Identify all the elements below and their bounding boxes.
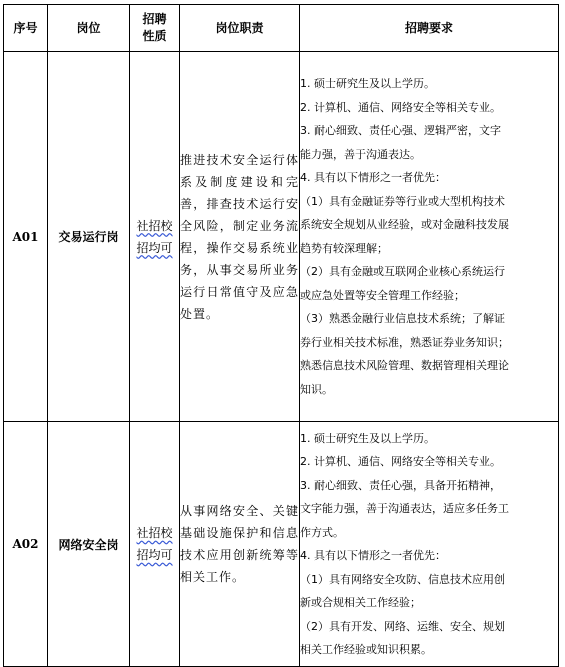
- requirement-line: 趋势有较深理解；: [300, 241, 388, 255]
- header-cell-nature: 招聘 性质: [130, 5, 180, 52]
- header-cell-duty: 岗位职责: [180, 5, 300, 52]
- requirement-line: （2）具有金融或互联网企业核心系统运行: [300, 265, 505, 278]
- requirement-line: （1）具有金融证券等行业或大型机构技术: [300, 194, 505, 208]
- table-row: [4, 422, 559, 667]
- requirement-line: 作方式。: [300, 525, 344, 539]
- requirement-line: 1. 硕士研究生及以上学历。: [300, 77, 435, 90]
- requirement-line: 熟悉信息技术风险管理、数据管理相关理论: [300, 359, 509, 372]
- row-nature: [130, 52, 180, 422]
- requirement-line: （1）具有网络安全攻防、信息技术应用创: [300, 572, 505, 586]
- requirement-line: 4. 具有以下情形之一者优先：: [300, 549, 446, 562]
- requirement-line: 能力强，善于沟通表达。: [300, 147, 421, 161]
- recruitment-table: [3, 4, 559, 667]
- requirement-line: 系统安全规划从业经验，或对金融科技发展: [300, 218, 509, 231]
- requirement-line: 1. 硕士研究生及以上学历。: [300, 431, 435, 445]
- row-requirements: [300, 422, 559, 667]
- requirement-line: 4. 具有以下情形之一者优先：: [300, 171, 446, 184]
- requirement-line: （2）具有开发、网络、运维、安全、规划: [300, 619, 505, 633]
- requirement-line: 2. 计算机、通信、网络安全等相关专业。: [300, 100, 501, 114]
- nature-line: 招均可: [136, 548, 173, 562]
- requirement-line: 相关工作经验或知识积累。: [300, 643, 432, 656]
- row-position: 交易运行岗: [48, 52, 130, 422]
- requirement-line: 2. 计算机、通信、网络安全等相关专业。: [300, 455, 501, 468]
- nature-line: 招均可: [136, 240, 173, 255]
- header-cell-position: 岗位: [48, 5, 130, 52]
- requirement-line: （3）熟悉金融行业信息技术系统；了解证: [300, 312, 505, 325]
- table-row: [4, 52, 559, 422]
- requirement-line: 3. 耐心细致、责任心强，具备开拓精神，: [300, 478, 501, 492]
- row-duty: 推进技术安全运行体系及制度建设和完善，排查技术运行安全风险，制定业务流程，操作交易系统业务，从事交易所业务运行日常值守及应急处置。: [180, 52, 300, 422]
- row-requirements: [300, 52, 559, 422]
- row-position: 网络安全岗: [48, 422, 130, 667]
- requirement-line: 券行业相关技术标准，熟悉证券业务知识；: [300, 335, 509, 349]
- header-row: [4, 5, 559, 52]
- row-duty: 从事网络安全、关键基础设施保护和信息技术应用创新统筹等相关工作。: [180, 422, 300, 667]
- nature-line: 社招校: [136, 218, 173, 233]
- nature-line: 社招校: [136, 526, 173, 540]
- requirement-line: 文字能力强，善于沟通表达，适应多任务工: [300, 502, 509, 515]
- header-cell-code: 序号: [4, 5, 48, 52]
- requirement-line: 新或合规相关工作经验；: [300, 596, 421, 609]
- row-code: A02: [4, 422, 48, 667]
- requirement-line: 3. 耐心细致、责任心强、逻辑严密，文字: [300, 124, 501, 137]
- requirement-line: 或应急处置等安全管理工作经验；: [300, 288, 465, 302]
- header-cell-requirements: 招聘要求: [300, 5, 559, 52]
- row-code: A01: [4, 52, 48, 422]
- requirement-line: 知识。: [300, 382, 333, 396]
- row-nature: [130, 422, 180, 667]
